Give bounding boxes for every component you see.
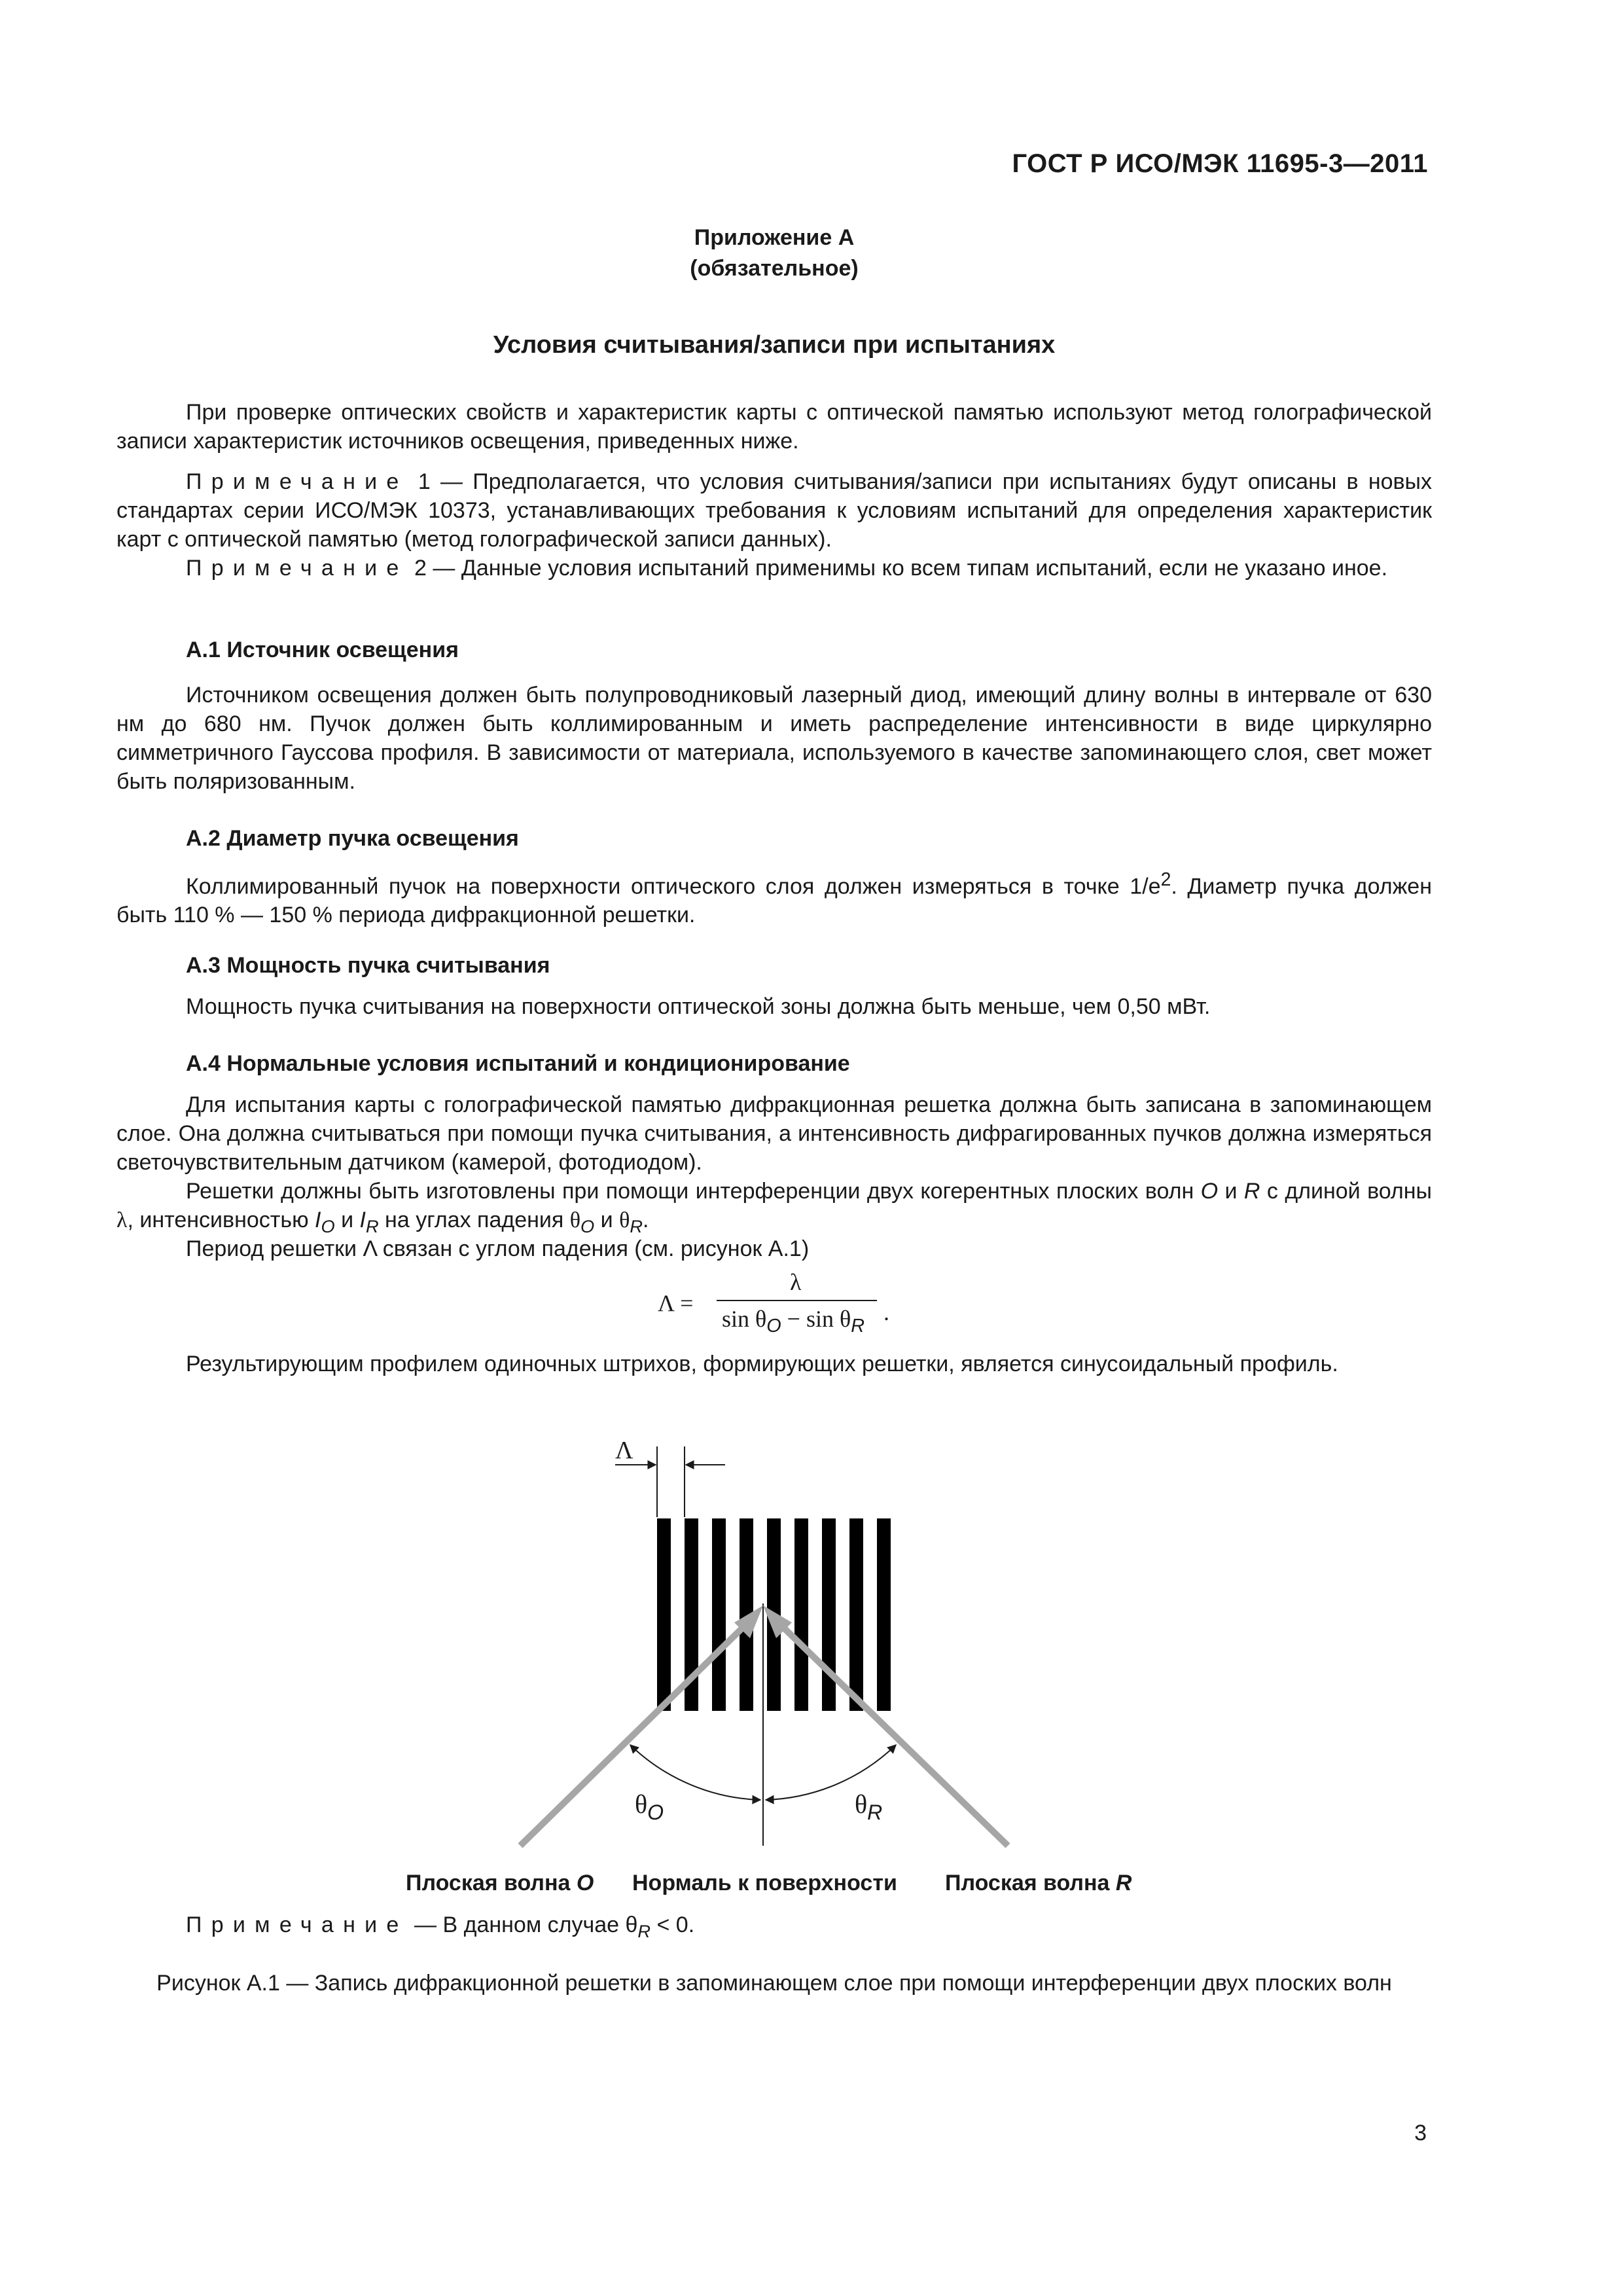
label-italic: O — [576, 1871, 594, 1895]
grating-bar — [877, 1518, 891, 1711]
subscript-r: R — [630, 1215, 643, 1236]
den-subscript-r: R — [851, 1316, 865, 1337]
page-number: 3 — [1414, 2121, 1427, 2145]
grating-bar — [712, 1518, 726, 1711]
theta-symbol: θ — [855, 1789, 868, 1819]
theta-symbol: θ — [569, 1208, 581, 1232]
a4-text-part: и — [594, 1208, 620, 1232]
angle-arc-o — [630, 1745, 760, 1800]
label-text: Плоская волна — [945, 1871, 1116, 1895]
period-indicator — [615, 1437, 725, 1517]
standard-code: ГОСТ Р ИСО/МЭК 11695-3—2011 — [1012, 149, 1428, 178]
a4-text-part: . — [643, 1208, 649, 1232]
grating-bar — [822, 1518, 836, 1711]
formula-numerator: λ — [790, 1269, 802, 1295]
note-1-label: Примечание — [186, 469, 408, 494]
section-a1-heading: А.1 Источник освещения — [186, 637, 459, 662]
label-surface-normal: Нормаль к поверхности — [632, 1871, 897, 1895]
wave-r-symbol: R — [1243, 1179, 1260, 1204]
figure-note — [186, 1912, 694, 1942]
section-a3-heading: А.3 Мощность пучка считывания — [186, 953, 550, 978]
a4-text-part: и — [1218, 1179, 1244, 1204]
subscript-o: O — [580, 1215, 595, 1236]
note-2-label: Примечание — [186, 556, 408, 581]
subscript-o: O — [647, 1801, 664, 1824]
label-plane-wave-r — [945, 1871, 1132, 1896]
section-a4-text-3: Период решетки Λ связан с углом падения (см. рисунок А.1) — [186, 1236, 810, 1261]
theta-r-label — [855, 1789, 882, 1824]
a4-text-part: и — [334, 1208, 360, 1232]
a4-text-part: Решетки должны быть изготовлены при помощи интерференции двух когерентных плоских волн — [186, 1179, 1201, 1204]
annex-status: (обязательное) — [690, 256, 859, 281]
section-a4-text-4: Результирующим профилем одиночных штрихов, формирующих решетки, является синусоидальный профиль. — [186, 1352, 1338, 1376]
grating-bar — [849, 1518, 863, 1711]
theta-symbol: θ — [635, 1789, 648, 1819]
label-text: Плоская волна — [406, 1871, 577, 1895]
figure-note-text: — В данном случае θ — [408, 1912, 638, 1937]
period-symbol: Λ — [615, 1437, 633, 1464]
label-plane-wave-o — [406, 1871, 594, 1896]
figure-note-label: Примечание — [186, 1912, 408, 1937]
grating-bar — [657, 1518, 671, 1711]
den-part: sin θ — [722, 1306, 767, 1332]
section-a1-text: Источником освещения должен быть полупроводниковый лазерный диод, имеющий длину волны в интервале от 630 нм до 680 нм. Пучок должен быть коллимированным и иметь распределение интенсивности в виде циркулярно симметричного Гауссова профиля. В зависимости от материала, используемого в качестве запоминающего слоя, свет может быть поляризованным. — [116, 683, 1432, 794]
formula-lhs: Λ = — [658, 1290, 694, 1316]
a4-text-part: с длиной волны — [1260, 1179, 1432, 1204]
a4-text-part: на углах падения — [378, 1208, 570, 1232]
section-a3-text: Мощность пучка считывания на поверхности оптической зоны должна быть меньше, чем 0,50 мВт. — [186, 994, 1211, 1019]
a4-text-part: , интенсивностью — [127, 1208, 315, 1232]
section-a4-heading: А.4 Нормальные условия испытаний и кондиционирование — [186, 1051, 850, 1076]
a2-text-part: Коллимированный пучок на поверхности оптического слоя должен измеряться в точке 1/e — [186, 874, 1161, 899]
figure-note-text: < 0. — [651, 1912, 695, 1937]
note-1-text: 1 — Предполагается, что условия считывания/записи при испытаниях будут описаны в новых стандартах серии ИСО/МЭК 10373, устанавливающих требования к условиям испытаний для определения характеристик карт с оптической памятью (метод голографической записи данных). — [116, 469, 1432, 552]
intensity-symbol: I — [359, 1208, 366, 1232]
intensity-symbol: I — [315, 1208, 321, 1232]
note-2-text: 2 — Данные условия испытаний применимы ко всем типам испытаний, если не указано иное. — [408, 556, 1388, 581]
theta-symbol: θ — [619, 1208, 630, 1232]
a2-text-part: . Диаметр пучка должен быть 110 % — 150 % периода дифракционной решетки. — [116, 874, 1432, 928]
intro-paragraph: При проверке оптических свойств и характеристик карты с оптической памятью используют метод голографической записи характеристик источников освещения, приведенных ниже. — [116, 400, 1432, 454]
subscript-r: R — [365, 1215, 379, 1236]
figure-note-subscript: R — [637, 1920, 651, 1941]
section-a2-heading: А.2 Диаметр пучка освещения — [186, 826, 519, 851]
subscript-o: O — [321, 1215, 335, 1236]
den-subscript-o: O — [766, 1316, 781, 1337]
annex-title: Приложение А — [694, 225, 855, 250]
formula-end: . — [883, 1299, 889, 1325]
section-a4-text-1: Для испытания карты с голографической памятью дифракционная решетка должна быть записана в запоминающем слое. Она должна считываться при помощи пучка считывания, а интенсивность дифрагированных пучков должна измеряться светочувствительным датчиком (камерой, фотодиодом). — [116, 1092, 1432, 1175]
lambda-symbol: λ — [116, 1208, 128, 1232]
annex-heading: Условия считывания/записи при испытаниях — [493, 331, 1056, 359]
grating-bar — [794, 1518, 808, 1711]
label-italic: R — [1115, 1871, 1132, 1895]
figure-caption: Рисунок А.1 — Запись дифракционной решетки в запоминающем слое при помощи интерференции двух плоских волн — [156, 1971, 1392, 1996]
den-part: − sin θ — [781, 1306, 851, 1332]
wave-o-symbol: O — [1200, 1179, 1219, 1204]
subscript-r: R — [867, 1801, 883, 1824]
theta-o-label — [635, 1789, 664, 1824]
angle-arc-r — [766, 1745, 896, 1800]
a2-superscript: 2 — [1160, 869, 1171, 890]
